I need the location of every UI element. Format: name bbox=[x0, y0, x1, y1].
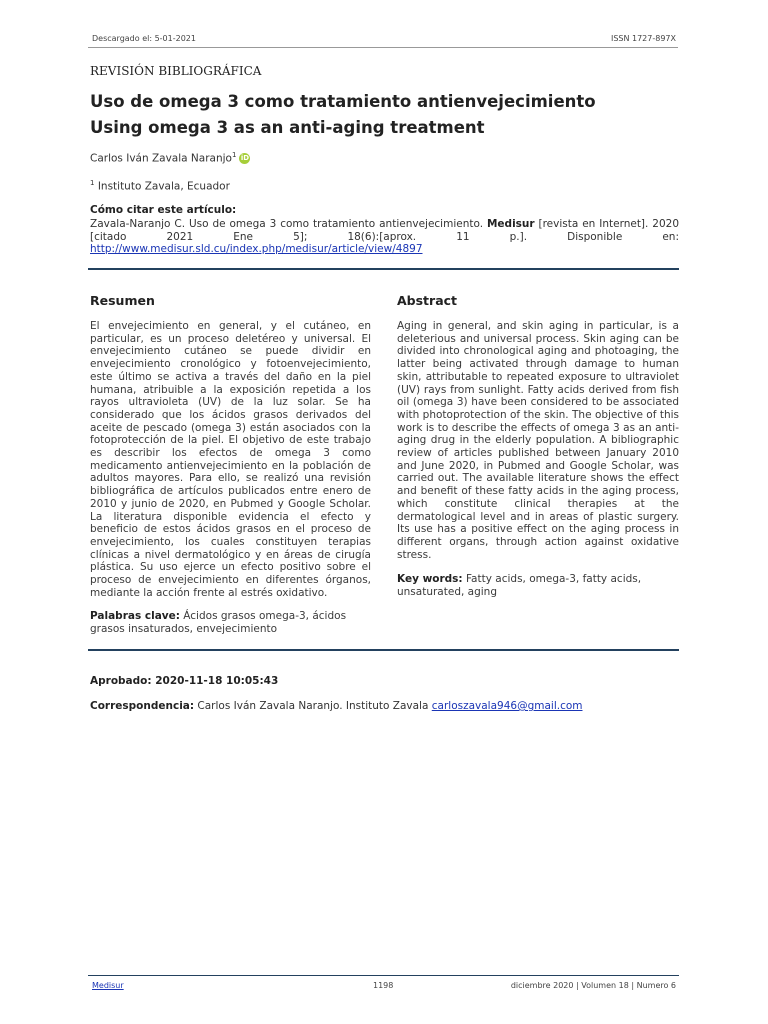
correspondence-email-link[interactable]: carloszavala946@gmail.com bbox=[431, 700, 583, 712]
section-divider-top bbox=[88, 268, 679, 270]
download-date: Descargado el: 5-01-2021 bbox=[92, 34, 196, 43]
citation-label: Cómo citar este artículo: bbox=[90, 204, 237, 216]
affiliation bbox=[90, 179, 230, 193]
citation-url-link[interactable]: http://www.medisur.sld.cu/index.php/medisur/article/view/4897 bbox=[90, 243, 423, 255]
approved-date: 2020-11-18 10:05:43 bbox=[155, 675, 279, 687]
resumen-heading: Resumen bbox=[90, 293, 155, 308]
section-type: REVISIÓN BIBLIOGRÁFICA bbox=[90, 64, 262, 78]
issue-info: diciembre 2020 | Volumen 18 | Numero 6 bbox=[510, 981, 676, 990]
key-words bbox=[397, 573, 679, 598]
correspondence-text: Carlos Iván Zavala Naranjo. Instituto Zavala bbox=[194, 700, 432, 712]
orcid-icon[interactable]: iD bbox=[240, 154, 250, 162]
approved-label: Aprobado: bbox=[90, 675, 156, 687]
affiliation-text: Instituto Zavala, Ecuador bbox=[97, 180, 230, 193]
author-line bbox=[90, 151, 250, 165]
citation-post: [revista en Internet]. 2020 [citado 2021 Ene 5]; 18(6):[aprox. 11 p.]. Disponible en: bbox=[90, 218, 680, 243]
citation-journal: Medisur bbox=[486, 218, 535, 230]
correspondence-label: Correspondencia: bbox=[90, 700, 195, 712]
citation-pre: Zavala-Naranjo C. Uso de omega 3 como tratamiento antienvejecimiento. bbox=[90, 218, 487, 230]
palabras-clave-text: Ácidos grasos omega-3, ácidos grasos insaturados, envejecimiento bbox=[90, 610, 347, 635]
palabras-clave-label: Palabras clave: bbox=[90, 610, 180, 622]
resumen-text: El envejecimiento en general, y el cutáneo, en particular, es un proceso deletéreo y universal. El envejecimiento cutáneo se puede dividir en envejecimiento cronológico y fotoenvejecimiento, este último se activa a través del daño en la piel humana, atribuible a la exposición repetida a los rayos ultravioleta (UV) de la luz solar. Se ha considerado que los ácidos grasos derivados del aceite de pescado (omega 3) están asociados con la fotoprotección de la piel. El objetivo de este trabajo es describir los efectos de omega 3 como medicamento antienvejecimiento en la población de adultos mayores. Para ello, se realizó una revisión bibliográfica de artículos publicados entre enero de 2010 y junio de 2020, en Pubmed y Google Scholar. La literatura disponible evidencia el efecto y beneficio de estos ácidos grasos en el proceso de envejecimiento, los cuales constituyen terapias clínicas a nivel dermatológico y en áreas de cirugía plástica. Su uso ejerce un efecto positivo sobre el proceso de envejecimiento en diferentes órganos, mediante la acción frente al estrés oxidativo. bbox=[90, 320, 371, 599]
footer-divider bbox=[88, 975, 679, 976]
section-divider-bottom bbox=[88, 649, 679, 651]
citation-text bbox=[90, 218, 679, 256]
author-affiliation-mark: 1 bbox=[231, 151, 237, 159]
approved-line bbox=[90, 675, 278, 687]
author-name: Carlos Iván Zavala Naranjo bbox=[90, 152, 232, 165]
palabras-clave bbox=[90, 610, 371, 635]
header-divider bbox=[88, 47, 678, 48]
key-words-text: Fatty acids, omega-3, fatty acids, unsaturated, aging bbox=[397, 573, 642, 598]
affiliation-mark: 1 bbox=[90, 179, 95, 187]
page-number: 1198 bbox=[373, 981, 394, 990]
title-english: Using omega 3 as an anti-aging treatment bbox=[90, 118, 485, 137]
footer-journal-link[interactable]: Medisur bbox=[92, 981, 124, 990]
correspondence-line bbox=[90, 700, 583, 712]
abstract-text: Aging in general, and skin aging in particular, is a deleterious and universal process. Skin aging can be divided into chronological aging and photoaging, the latter being activated through damage to human skin, attributable to repeated exposure to ultraviolet (UV) rays from sunlight. Fatty acids derived from fish oil (omega 3) have been considered to be associated with photoprotection of the skin. The objective of this work is to describe the effects of omega 3 as an anti-aging drug in the elderly population. A bibliographic review of articles published between January 2010 and June 2020, in Pubmed and Google Scholar, was carried out. The available literature shows the effect and benefit of these fatty acids in the aging process, which constitute clinical therapies at the dermatological level and in areas of plastic surgery. Its use has a positive effect on the aging process in different organs, through action against oxidative stress. bbox=[397, 320, 679, 561]
abstract-heading: Abstract bbox=[397, 293, 458, 308]
key-words-label: Key words: bbox=[397, 573, 463, 585]
issn: ISSN 1727-897X bbox=[610, 34, 676, 43]
title-spanish: Uso de omega 3 como tratamiento antienvejecimiento bbox=[90, 92, 596, 111]
